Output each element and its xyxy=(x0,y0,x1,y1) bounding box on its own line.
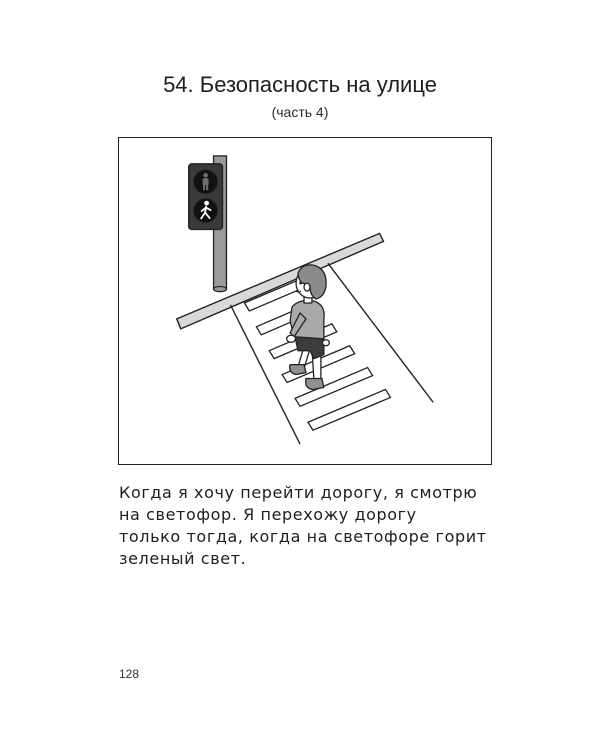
page-number: 128 xyxy=(119,667,140,681)
page-subtitle: (часть 4) xyxy=(271,104,329,120)
sidewalk-curb xyxy=(177,233,384,328)
child-front-shoe xyxy=(306,379,324,390)
story-text xyxy=(119,482,499,570)
story-line: только тогда, когда на светофоре горит xyxy=(119,527,487,546)
story-line: зеленый свет. xyxy=(119,549,247,568)
page-title: 54. Безопасность на улице xyxy=(163,72,437,97)
illustration-frame xyxy=(118,137,492,465)
child-hand xyxy=(287,335,296,342)
child-back-shoe xyxy=(290,365,306,375)
story-line: на светофор. Я перехожу дорогу xyxy=(119,505,417,524)
story-line: Когда я хочу перейти дорогу, я смотрю xyxy=(119,483,478,502)
pedestrian-traffic-light xyxy=(189,164,223,230)
child-other-hand xyxy=(322,340,329,346)
crosswalk-illustration xyxy=(119,138,491,464)
